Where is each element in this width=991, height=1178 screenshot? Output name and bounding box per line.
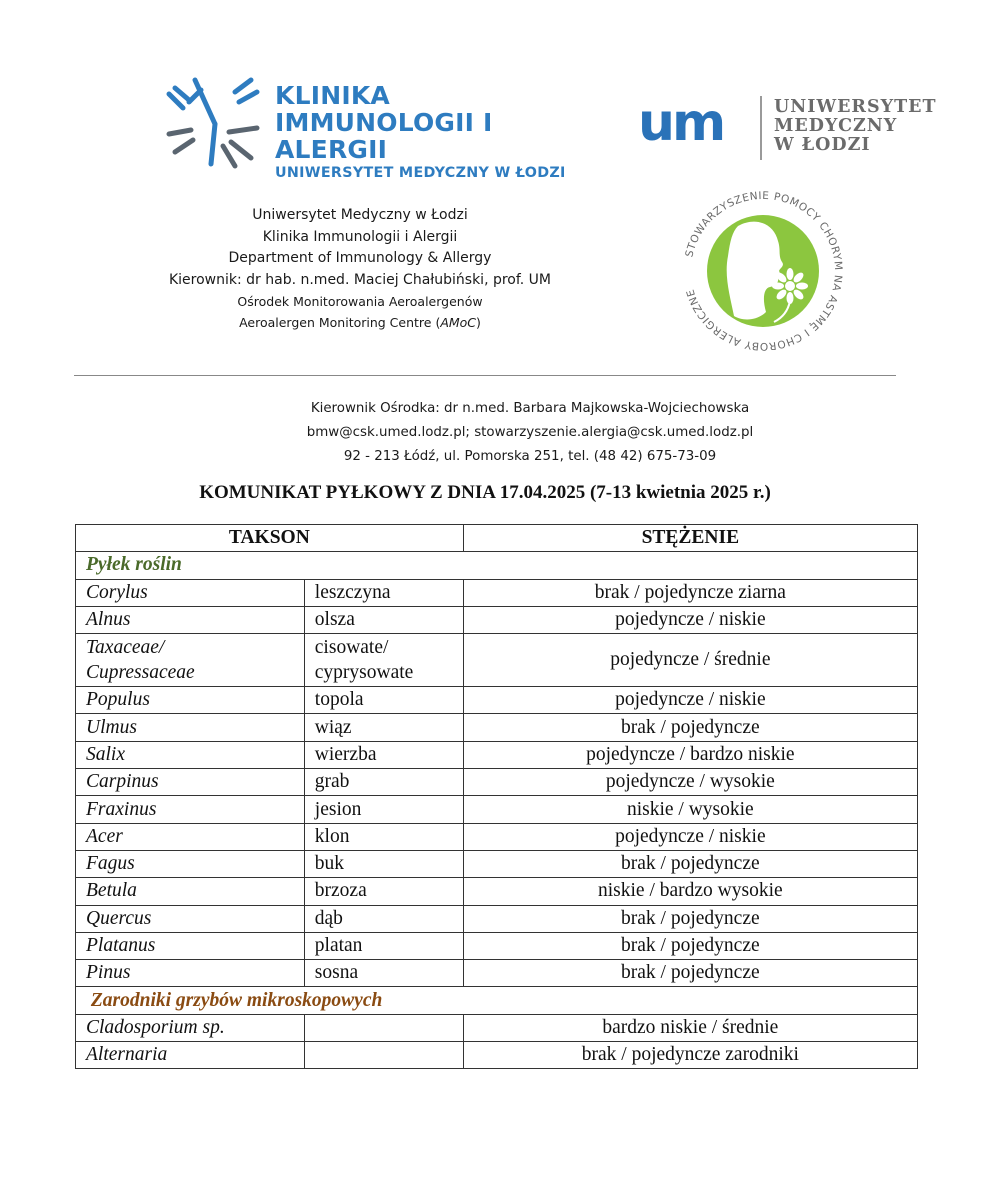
table-row — [76, 714, 918, 741]
header-concentration: STĘŻENIE — [463, 525, 917, 552]
clinic-name: Klinika Immunologii i Alergii — [262, 228, 458, 245]
contact-emails[interactable]: bmw@csk.umed.lodz.pl; stowarzyszenie.alergia@csk.umed.lodz.pl — [306, 425, 754, 440]
concentration: pojedyncze / wysokie — [463, 769, 917, 796]
um-logo-line2: MEDYCZNY — [774, 116, 898, 136]
header-divider — [74, 375, 896, 376]
polish-name: klon — [304, 823, 463, 850]
table-row — [76, 1042, 918, 1069]
table-header-row — [76, 525, 918, 552]
polish-name: wiąz — [304, 714, 463, 741]
um-logo — [638, 92, 958, 162]
latin-name-line2: Cupressaceae — [86, 662, 195, 684]
table-row — [76, 796, 918, 823]
concentration: brak / pojedyncze — [463, 905, 917, 932]
university-name: Uniwersytet Medyczny w Łodzi — [252, 207, 468, 223]
centre-head: Kierownik Ośrodka: dr n.med. Barbara Majkowska-Wojciechowska — [310, 401, 750, 416]
centre-name-en-prefix: Aeroalergen Monitoring Centre ( — [239, 315, 441, 331]
latin-name: Populus — [76, 687, 305, 714]
um-logo-divider — [760, 96, 762, 160]
latin-name: Alternaria — [76, 1042, 305, 1069]
polish-name: brzoza — [304, 878, 463, 905]
polish-name: buk — [304, 850, 463, 877]
stowarzyszenie-logo — [678, 186, 848, 356]
table-row — [76, 741, 918, 768]
polish-name — [304, 634, 463, 687]
category-fungi-label: Zarodniki grzybów mikroskopowych — [90, 989, 383, 1011]
polish-name: grab — [304, 769, 463, 796]
centre-name-en — [140, 312, 580, 333]
um-logo-line1: UNIWERSYTET — [774, 97, 937, 117]
latin-name: Salix — [76, 741, 305, 768]
latin-name: Carpinus — [76, 769, 305, 796]
um-mark-text: um — [638, 100, 724, 144]
concentration: pojedyncze / średnie — [463, 634, 917, 687]
polish-name-line1: cisowate/ — [314, 637, 389, 659]
concentration: bardzo niskie / średnie — [463, 1014, 917, 1041]
klinika-emblem-icon — [165, 72, 267, 172]
concentration: pojedyncze / niskie — [463, 606, 917, 633]
concentration: brak / pojedyncze — [463, 714, 917, 741]
latin-name: Ulmus — [76, 714, 305, 741]
concentration: brak / pojedyncze — [463, 960, 917, 987]
centre-name-en-suffix: ) — [476, 315, 481, 331]
table-row — [76, 579, 918, 606]
klinika-logo-line1: KLINIKA — [275, 81, 390, 110]
contact-address: 92 - 213 Łódź, ul. Pomorska 251, tel. (48 42) 675-73-09 — [343, 449, 717, 464]
concentration: brak / pojedyncze zarodniki — [463, 1042, 917, 1069]
concentration: niskie / bardzo wysokie — [463, 878, 917, 905]
pollen-table — [75, 524, 918, 1069]
latin-name: Pinus — [76, 960, 305, 987]
polish-name: sosna — [304, 960, 463, 987]
contact-block — [270, 397, 790, 469]
table-row — [76, 687, 918, 714]
klinika-logo-line3: UNIWERSYTET MEDYCZNY W ŁODZI — [275, 165, 566, 181]
stowarzyszenie-ring-text: STOWARZYSZENIE POMOCY CHORYM NA ASTMĘ I CHOROBY ALERGICZNE — [683, 189, 845, 353]
latin-name: Acer — [76, 823, 305, 850]
table-row — [76, 769, 918, 796]
department-name-en: Department of Immunology & Allergy — [228, 250, 492, 267]
latin-name: Cladosporium sp. — [76, 1014, 305, 1041]
latin-name: Platanus — [76, 932, 305, 959]
concentration: pojedyncze / niskie — [463, 687, 917, 714]
polish-name — [304, 1014, 463, 1041]
concentration: brak / pojedyncze ziarna — [463, 579, 917, 606]
concentration: brak / pojedyncze — [463, 932, 917, 959]
latin-name: Fagus — [76, 850, 305, 877]
report-title: KOMUNIKAT PYŁKOWY Z DNIA 17.04.2025 (7-13 kwietnia 2025 r.) — [199, 482, 771, 503]
latin-name — [76, 634, 305, 687]
centre-name-pl: Ośrodek Monitorowania Aeroalergenów — [237, 294, 483, 310]
table-row — [76, 932, 918, 959]
concentration: brak / pojedyncze — [463, 850, 917, 877]
table-row — [76, 606, 918, 633]
polish-name: leszczyna — [304, 579, 463, 606]
table-row — [76, 850, 918, 877]
department-header — [140, 205, 580, 333]
polish-name — [304, 1042, 463, 1069]
latin-name: Betula — [76, 878, 305, 905]
klinika-logo-line2: IMMUNOLOGII I ALERGII — [275, 108, 493, 164]
polish-name: olsza — [304, 606, 463, 633]
um-mark-icon — [638, 100, 754, 144]
latin-name: Alnus — [76, 606, 305, 633]
table-row — [76, 634, 918, 687]
category-pollen: Pyłek roślin — [76, 552, 918, 579]
latin-name-line1: Taxaceae/ — [86, 637, 165, 659]
polish-name: jesion — [304, 796, 463, 823]
concentration: niskie / wysokie — [463, 796, 917, 823]
table-row — [76, 878, 918, 905]
table-row — [76, 823, 918, 850]
category-row-pollen — [76, 552, 918, 579]
table-row — [76, 1014, 918, 1041]
polish-name: dąb — [304, 905, 463, 932]
polish-name: wierzba — [304, 741, 463, 768]
latin-name: Fraxinus — [76, 796, 305, 823]
klinika-logo — [165, 72, 585, 181]
latin-name: Quercus — [76, 905, 305, 932]
centre-abbr: AMoC — [440, 315, 477, 331]
concentration: pojedyncze / bardzo niskie — [463, 741, 917, 768]
latin-name: Corylus — [76, 579, 305, 606]
polish-name-line2: cyprysowate — [314, 662, 414, 684]
polish-name: platan — [304, 932, 463, 959]
concentration: pojedyncze / niskie — [463, 823, 917, 850]
clinic-head: Kierownik: dr hab. n.med. Maciej Chałubiński, prof. UM — [168, 271, 552, 288]
category-fungi — [76, 987, 918, 1014]
table-row — [76, 905, 918, 932]
um-logo-line3: W ŁODZI — [774, 135, 871, 155]
polish-name: topola — [304, 687, 463, 714]
header-taxon: TAKSON — [76, 525, 464, 552]
table-row — [76, 960, 918, 987]
category-row-fungi — [76, 987, 918, 1014]
